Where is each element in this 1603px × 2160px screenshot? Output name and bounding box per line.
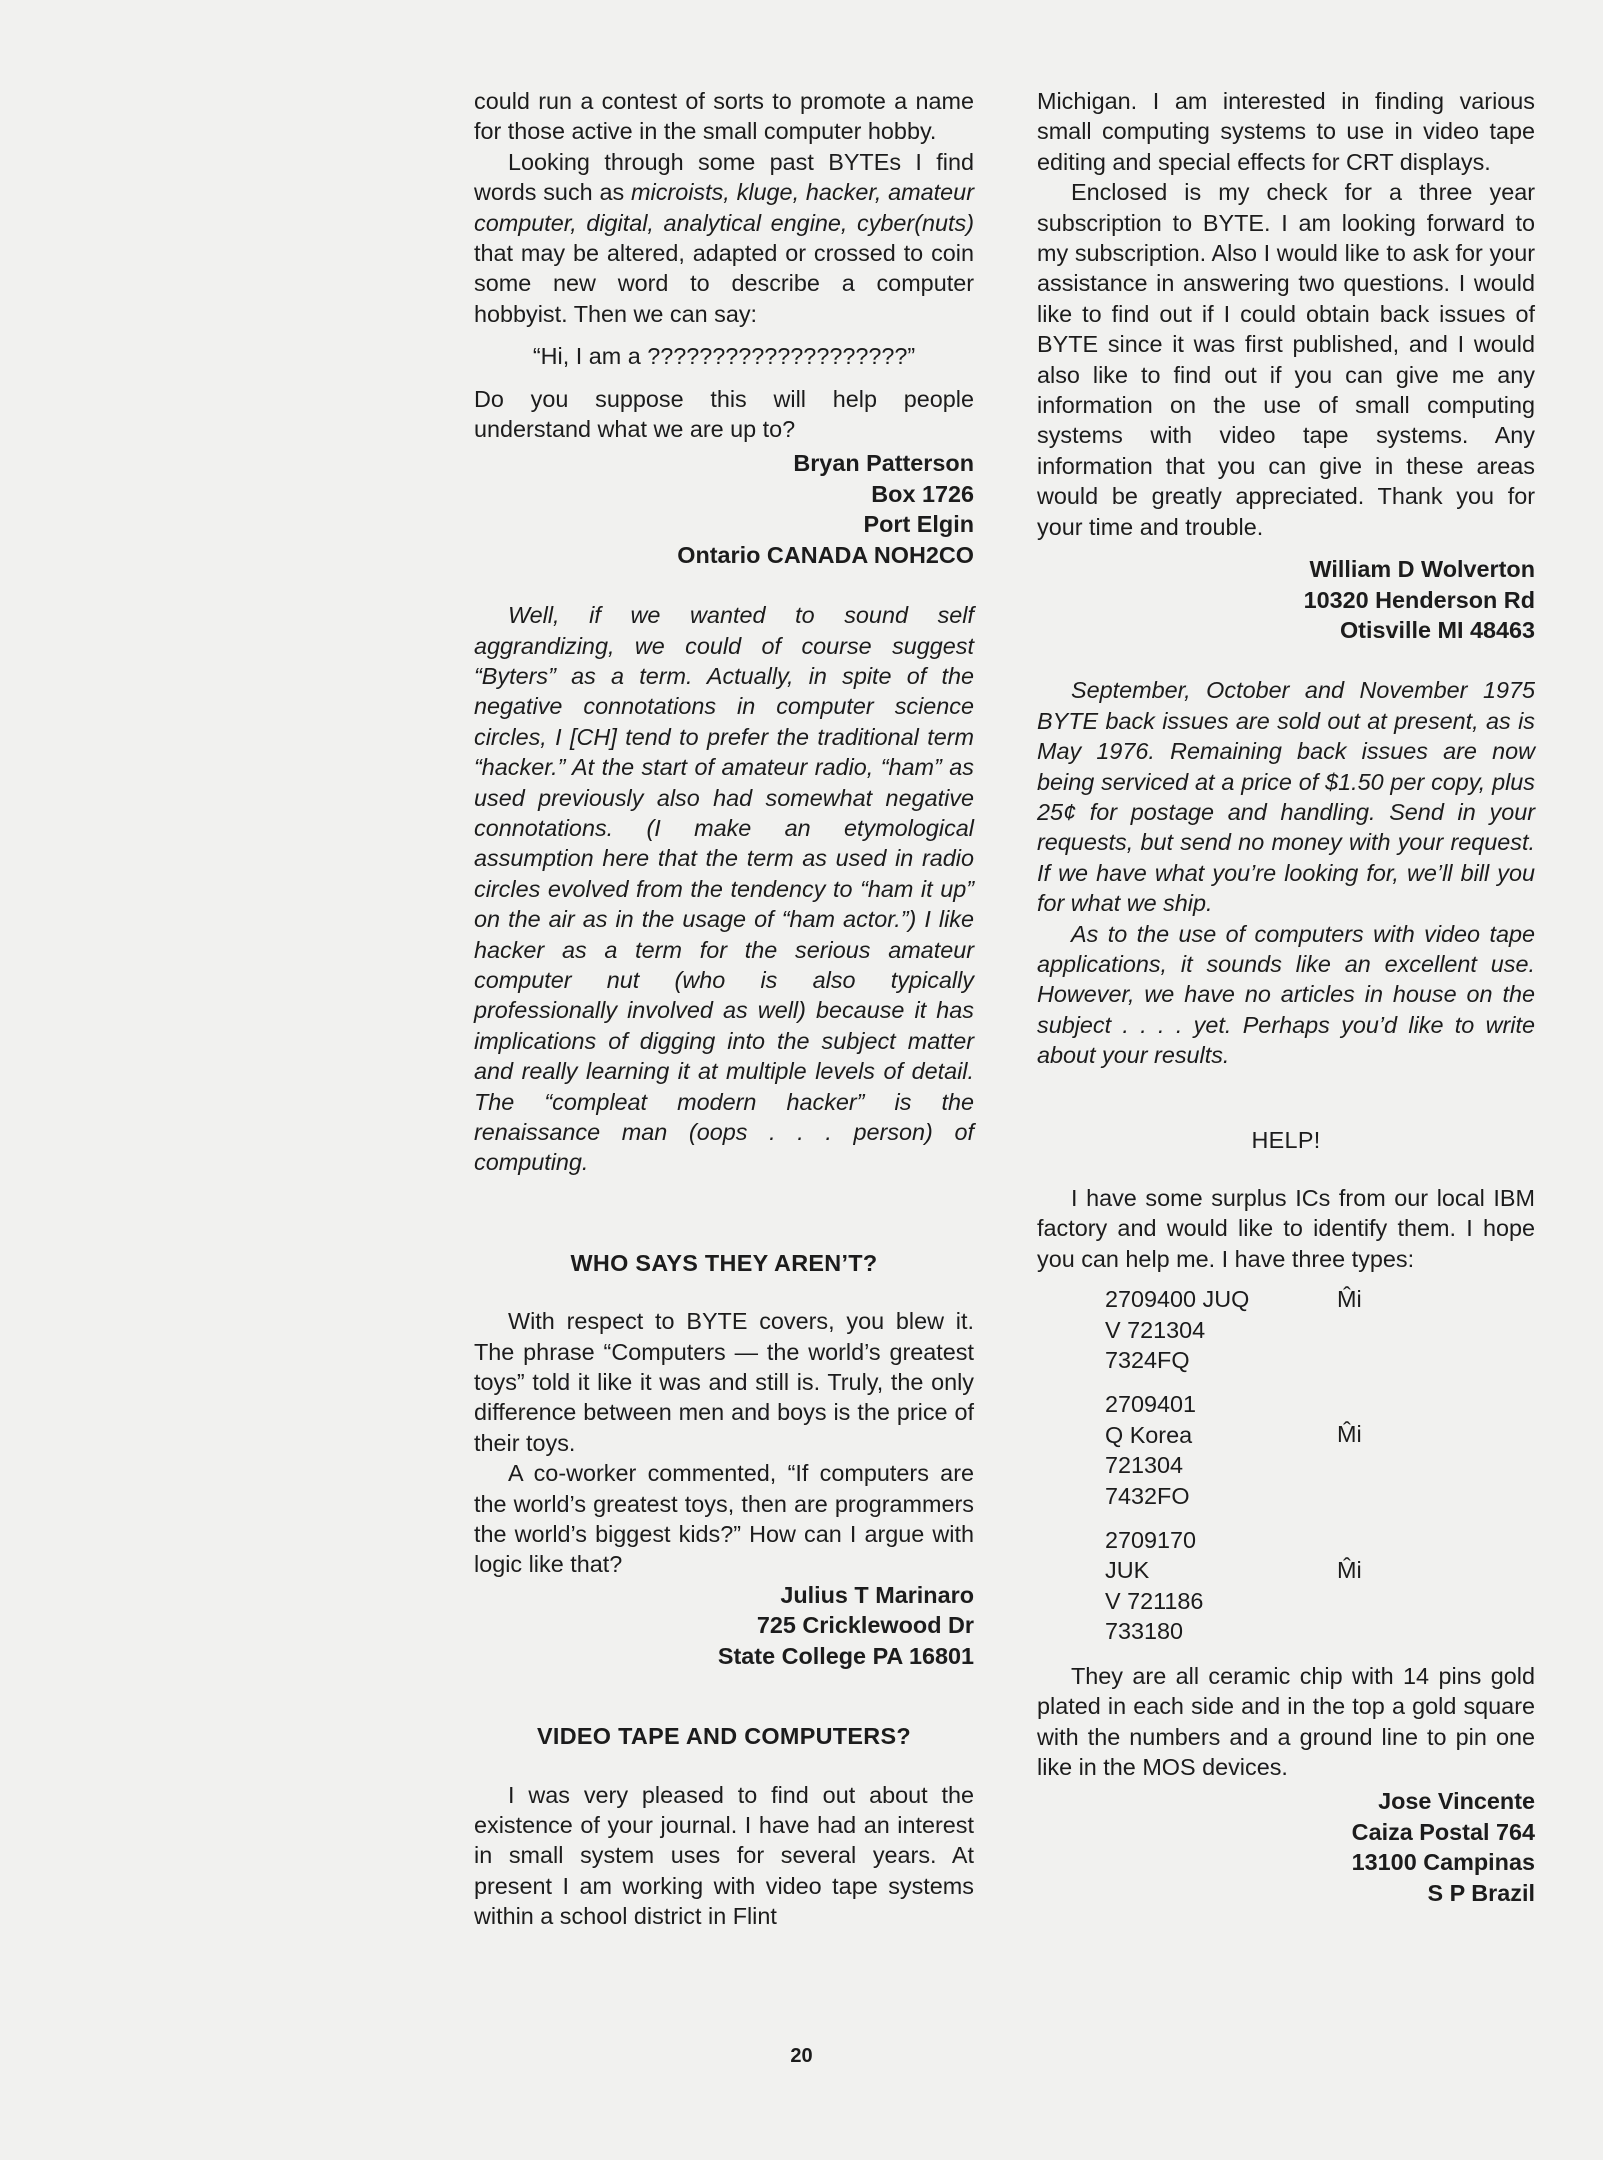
ic-part-list xyxy=(1105,1284,1535,1646)
signature-line: Otisville MI 48463 xyxy=(1339,616,1535,643)
letter4-paragraph-1: I have some surplus ICs from our local IBM factory and would like to identify them. I hope you can help me. I have three types: xyxy=(1037,1185,1535,1272)
signature-line: Ontario CANADA NOH2CO xyxy=(677,541,974,568)
left-column xyxy=(474,86,974,1932)
ic-maker-mark: M̂i xyxy=(1337,1286,1362,1313)
editor-reply-1: Well, if we wanted to sound self aggrandizing, we could of course suggest “Byters” as a term. Actually, in spite of the negative connotations in computer science circles, I [CH] tend to prefer the traditional term “hacker.” At the start of amateur radio, “ham” as used previously also had somewhat negative connotations. (I make an etymological assumption here that the term as used in radio circles evolved from the tendency to “ham it up” on the air as in the usage of “ham actor.”) I like hacker as a term for the serious amateur computer nut (who is also typically professionally involved as well) because it has implications of digging into the subject matter and really learning it at multiple levels of detail. The “compleat modern hacker” is the renaissance man (oops . . . person) of computing. xyxy=(474,602,974,1176)
letter1-text-b: that may be altered, adapted or crossed to coin some new word to describe a computer hobbyist. Then we can say: xyxy=(474,240,974,327)
letter3-paragraph-1: I was very pleased to find out about the existence of your journal. I have had an interest in small system uses for several years. At present I am working with video tape systems within a school district in Flint xyxy=(474,1781,974,1930)
letter1-paragraph-3: Do you suppose this will help people understand what we are up to? xyxy=(474,385,974,443)
letter1-text-a: Looking through some past BYTEs I find words such as xyxy=(474,148,974,206)
signature-line: Julius T Marinaro xyxy=(780,1581,974,1608)
signature-line: Jose Vincente xyxy=(1378,1788,1535,1815)
letter2-paragraph-2: A co-worker commented, “If computers are the world’s greatest toys, then are programmers the world’s biggest kids?” How can I argue with logic like that? xyxy=(474,1460,974,1578)
signature-line: Bryan Patterson xyxy=(793,450,974,477)
signature-line: Caiza Postal 764 xyxy=(1351,1818,1535,1845)
ic-part-line: 7432FO xyxy=(1105,1482,1190,1509)
signature-line: Port Elgin xyxy=(863,511,974,538)
signature-wolverton xyxy=(1037,554,1535,645)
signature-patterson xyxy=(474,448,974,570)
signature-line: 725 Cricklewood Dr xyxy=(756,1612,974,1639)
letter1-word-list: microists, kluge, hacker, amateur computer, digital, analytical engine, cyber(nuts) xyxy=(474,179,974,236)
signature-line: 13100 Campinas xyxy=(1351,1849,1535,1876)
section-heading-help: HELP! xyxy=(1251,1126,1321,1153)
ic-part-entry xyxy=(1105,1389,1535,1511)
letter1-quote: “Hi, I am a ????????????????????” xyxy=(532,343,916,370)
signature-line: Box 1726 xyxy=(871,480,974,507)
signature-line: S P Brazil xyxy=(1427,1879,1535,1906)
ic-part-line: JUK xyxy=(1105,1557,1150,1584)
ic-part-line: V 721304 xyxy=(1105,1316,1206,1343)
signature-vincente xyxy=(1037,1786,1535,1908)
ic-maker-mark: M̂i xyxy=(1337,1557,1362,1584)
ic-part-line: V 721186 xyxy=(1105,1587,1204,1614)
ic-part-line: 733180 xyxy=(1105,1618,1184,1645)
ic-part-line: 2709400 JUQ xyxy=(1105,1286,1250,1313)
right-column xyxy=(1037,86,1535,1908)
letter2-paragraph-1: With respect to BYTE covers, you blew it. The phrase “Computers — the world’s greatest toys” told it like it was and still is. Truly, the only difference between men and boys is the price of their toys. xyxy=(474,1308,974,1456)
letter3-paragraph-3: Enclosed is my check for a three year subscription to BYTE. I am looking forward to my subscription. Also I would like to ask for your assistance in answering two questions. I would like to find out if I could obtain back issues of BYTE since it was first published, and I would also like to find out if you can give me any information on the use of small computing systems with video tape systems. Any information that you can give in these areas would be greatly appreciated. Thank you for your time and trouble. xyxy=(1037,179,1535,540)
letter4-paragraph-2: They are all ceramic chip with 14 pins gold plated in each side and in the top a gold square with the numbers and a ground line to pin one like in the MOS devices. xyxy=(1037,1662,1535,1780)
signature-line: William D Wolverton xyxy=(1309,556,1535,583)
ic-part-line: 7324FQ xyxy=(1105,1347,1190,1374)
section-heading-video: VIDEO TAPE AND COMPUTERS? xyxy=(537,1723,911,1750)
ic-part-entry xyxy=(1105,1284,1535,1375)
letter1-paragraph-2 xyxy=(474,147,974,329)
signature-line: State College PA 16801 xyxy=(717,1642,974,1669)
ic-maker-mark: M̂i xyxy=(1337,1421,1362,1448)
ic-part-line: 721304 xyxy=(1105,1452,1184,1479)
ic-part-entry xyxy=(1105,1525,1535,1647)
section-heading-toys: WHO SAYS THEY AREN’T? xyxy=(570,1249,878,1276)
letter1-paragraph-1: could run a contest of sorts to promote a name for those active in the small computer hobby. xyxy=(474,88,974,145)
editor-reply-2: September, October and November 1975 BYTE back issues are sold out at present, as is May 1976. Remaining back issues are now being serviced at a price of $1.50 per copy, plus 25¢ for postage and handling. Send in your requests, but send no money with your request. If we have what you’re looking for, we’ll bill you for what we ship. xyxy=(1037,677,1535,917)
ic-part-line: 2709170 xyxy=(1105,1527,1197,1554)
signature-marinaro xyxy=(474,1580,974,1671)
page-number: 20 xyxy=(790,2045,813,2067)
ic-part-line: Q Korea xyxy=(1105,1421,1193,1448)
ic-part-line: 2709401 xyxy=(1105,1391,1197,1418)
signature-line: 10320 Henderson Rd xyxy=(1303,586,1535,613)
letter3-paragraph-2: Michigan. I am interested in finding various small computing systems to use in video tape editing and special effects for CRT displays. xyxy=(1037,88,1535,175)
editor-reply-3: As to the use of computers with video tape applications, it sounds like an excellent use. However, we have no articles in house on the subject . . . . yet. Perhaps you’d like to write about your results. xyxy=(1037,920,1535,1069)
